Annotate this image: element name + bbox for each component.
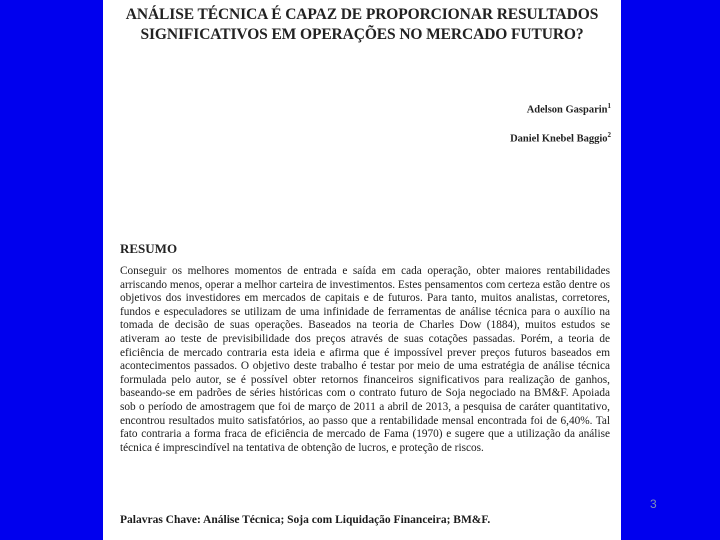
paper-title bbox=[103, 5, 621, 45]
author-2 bbox=[510, 131, 611, 145]
section-heading: RESUMO bbox=[120, 241, 178, 256]
title-line-1: ANÁLISE TÉCNICA É CAPAZ DE PROPORCIONAR RESULTADOS bbox=[125, 6, 599, 23]
author-footnote-mark: 2 bbox=[607, 131, 611, 139]
author-1 bbox=[527, 102, 611, 116]
keywords: Palavras Chave: Análise Técnica; Soja com Liquidação Financeira; BM&F. bbox=[120, 514, 491, 526]
paper-scan bbox=[103, 0, 621, 540]
author-name: Daniel Knebel Baggio bbox=[510, 133, 608, 145]
author-name: Adelson Gasparin bbox=[526, 104, 608, 116]
slide-page-number: 3 bbox=[650, 497, 657, 511]
abstract-text: Conseguir os melhores momentos de entrada e saída em cada operação, obter maiores rentabilidades arriscando menos, operar a melhor carteira de investimentos. Estes pensamentos com certeza estão dentre os objetivos dos investidores em mercados de capitais e de futuros. Para tanto, muitos analistas, corretores, fundos e especuladores se utilizam de uma infinidade de ferramentas de análise técnica para o auxílio na tomada de decisão de suas operações. Baseados na teoria de Charles Dow (1884), muitos estudos se ativeram ao teste de previsibilidade dos preços através de suas cotações passadas. Porém, a teoria de eficiência de mercado contraria esta ideia e afirma que é impossível prever preços futuros baseados em acontecimentos passados. O objetivo deste trabalho é testar por meio de uma estratégia de análise técnica formulada pelo autor, se é possível obter retornos financeiros significativos para realização de ganhos, baseando-se em padrões de séries históricas com o contrato futuro de Soja negociado na BM&F. Apoiada sob o período de amostragem que foi de março de 2011 a abril de 2013, a pesquisa de caráter quantitativo, encontrou resultados muito satisfatórios, ao passo que a rentabilidade mensal encontrada foi de 6,40%. Tal fato contraria a forma fraca de eficiência de mercado de Fama (1970) e sugere que a utilização da análise técnica é imprescindível na tentativa de obtenção de lucros, e proteção de riscos. bbox=[120, 265, 610, 454]
title-line-2: SIGNIFICATIVOS EM OPERAÇÕES NO MERCADO FUTURO? bbox=[140, 26, 584, 43]
author-footnote-mark: 1 bbox=[607, 102, 611, 110]
